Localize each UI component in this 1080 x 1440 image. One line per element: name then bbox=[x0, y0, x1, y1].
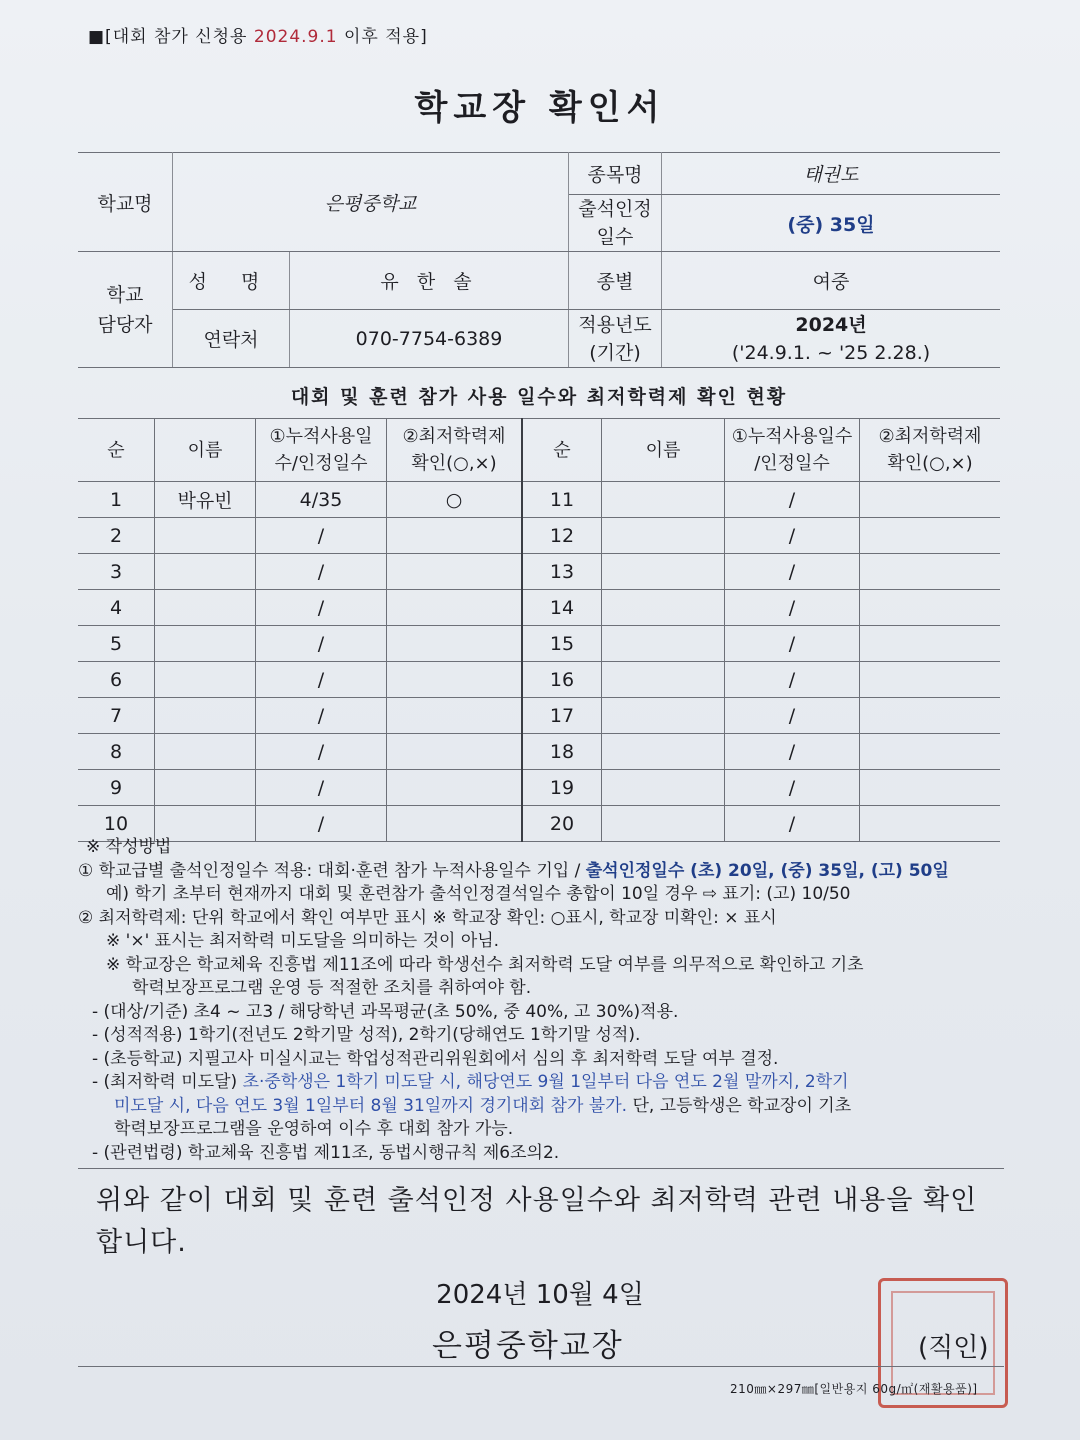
table-row bbox=[78, 590, 1000, 626]
row-days-left: / bbox=[256, 554, 387, 590]
row-name-right bbox=[602, 698, 725, 734]
row-no-left: 5 bbox=[78, 626, 155, 662]
row-name-right bbox=[602, 626, 725, 662]
row-name-right bbox=[602, 554, 725, 590]
row-no-left: 9 bbox=[78, 770, 155, 806]
guide-line: 예) 학기 초부터 현재까지 대회 및 훈련참가 출석인정결석일수 총합이 10일 경우 ⇨ 표기: (고) 10/50 bbox=[106, 884, 851, 904]
category-label: 종별 bbox=[569, 252, 662, 310]
row-no-right: 17 bbox=[522, 698, 602, 734]
row-days-left: / bbox=[256, 662, 387, 698]
staff-name-value: 유 한 솔 bbox=[290, 252, 569, 310]
guide-heading: ※ 작성방법 bbox=[86, 837, 172, 857]
row-name-left bbox=[155, 554, 256, 590]
col-check-right: ②최저학력제 확인(○,×) bbox=[860, 419, 1001, 482]
sport-value: 태권도 bbox=[662, 153, 1001, 195]
row-check-right bbox=[860, 770, 1001, 806]
row-no-left: 1 bbox=[78, 482, 155, 518]
row-check-right bbox=[860, 698, 1001, 734]
row-days-right: / bbox=[725, 698, 860, 734]
row-check-left bbox=[387, 518, 523, 554]
row-name-left bbox=[155, 698, 256, 734]
row-days-left: / bbox=[256, 770, 387, 806]
guide-line: 미도달 시, 다음 연도 3월 1일부터 8월 31일까지 경기대회 참가 불가. 단, 고등학생은 학교장이 기초 bbox=[114, 1095, 852, 1116]
row-check-left bbox=[387, 770, 523, 806]
guide-line: ② 최저학력제: 단위 학교에서 확인 여부만 표시 ※ 학교장 확인: ○표시, 학교장 미확인: × 표시 bbox=[78, 907, 777, 928]
row-no-left: 6 bbox=[78, 662, 155, 698]
row-name-right bbox=[602, 590, 725, 626]
row-no-right: 18 bbox=[522, 734, 602, 770]
row-no-right: 14 bbox=[522, 590, 602, 626]
row-name-left bbox=[155, 770, 256, 806]
col-name-left: 이름 bbox=[155, 419, 256, 482]
row-check-right bbox=[860, 590, 1001, 626]
contact-label: 연락처 bbox=[173, 310, 290, 368]
col-check-left: ②최저학력제 확인(○,×) bbox=[387, 419, 523, 482]
row-days-right: / bbox=[725, 590, 860, 626]
row-check-right bbox=[860, 518, 1001, 554]
row-no-left: 3 bbox=[78, 554, 155, 590]
col-name-right: 이름 bbox=[602, 419, 725, 482]
guide-line: ※ '×' 표시는 최저학력 미도달을 의미하는 것이 아님. bbox=[106, 931, 500, 951]
row-no-right: 20 bbox=[522, 806, 602, 842]
row-no-right: 19 bbox=[522, 770, 602, 806]
row-days-left: 4/35 bbox=[256, 482, 387, 518]
period-value: 2024년 ('24.9.1. ~ '25 2.28.) bbox=[662, 310, 1001, 368]
table-row bbox=[78, 662, 1000, 698]
row-days-left: / bbox=[256, 734, 387, 770]
school-label: 학교명 bbox=[78, 153, 173, 252]
row-check-left bbox=[387, 698, 523, 734]
row-name-left bbox=[155, 518, 256, 554]
row-check-right bbox=[860, 626, 1001, 662]
row-days-right: / bbox=[725, 806, 860, 842]
application-note: ■[대회 참가 신청용 2024.9.1 이후 적용] bbox=[88, 27, 428, 47]
row-check-left bbox=[387, 626, 523, 662]
row-days-right: / bbox=[725, 518, 860, 554]
divider bbox=[78, 1366, 1004, 1367]
row-check-right bbox=[860, 662, 1001, 698]
guide-line: - (성적적용) 1학기(전년도 2학기말 성적), 2학기(당해연도 1학기말 성적). bbox=[92, 1025, 641, 1045]
col-no-right: 순 bbox=[522, 419, 602, 482]
staff-label: 학교 담당자 bbox=[78, 252, 173, 368]
effective-date: 2024.9.1 bbox=[253, 27, 338, 47]
table-row bbox=[78, 518, 1000, 554]
school-value: 은평중학교 bbox=[173, 153, 569, 252]
row-days-left: / bbox=[256, 590, 387, 626]
row-days-left: / bbox=[256, 626, 387, 662]
guide-line: - (대상/기준) 초4 ~ 고3 / 해당학년 과목평균(초 50%, 중 40%, 고 30%)적용. bbox=[92, 1001, 679, 1022]
row-check-left: ○ bbox=[387, 482, 523, 518]
roster-subtitle: 대회 및 훈련 참가 사용 일수와 최저학력제 확인 현황 bbox=[290, 386, 788, 408]
row-name-right bbox=[602, 662, 725, 698]
table-row bbox=[78, 770, 1000, 806]
row-name-right bbox=[602, 482, 725, 518]
row-days-left: / bbox=[256, 698, 387, 734]
guide-line: ① 학교급별 출석인정일수 적용: 대회·훈련 참가 누적사용일수 기입 / 출석인정일수 (초) 20일, (중) 35일, (고) 50일 bbox=[78, 860, 949, 881]
guide-line: - (관련법령) 학교체육 진흥법 제11조, 동법시행규칙 제6조의2. bbox=[92, 1142, 560, 1163]
row-no-left: 2 bbox=[78, 518, 155, 554]
row-no-left: 10 bbox=[78, 806, 155, 842]
guide-line: ※ 학교장은 학교체육 진흥법 제11조에 따라 학생선수 최저학력 도달 여부를 의무적으로 확인하고 기초 bbox=[106, 954, 864, 975]
row-no-left: 8 bbox=[78, 734, 155, 770]
row-name-left bbox=[155, 734, 256, 770]
roster-header-row bbox=[78, 419, 1000, 482]
row-days-right: / bbox=[725, 554, 860, 590]
col-days-right: ①누적사용일수 /인정일수 bbox=[725, 419, 860, 482]
row-check-right bbox=[860, 482, 1001, 518]
row-no-right: 11 bbox=[522, 482, 602, 518]
row-name-left bbox=[155, 626, 256, 662]
table-row bbox=[78, 734, 1000, 770]
guide-line: - (최저학력 미도달) 초·중학생은 1학기 미도달 시, 해당연도 9월 1일부터 다음 연도 2월 말까지, 2학기 bbox=[92, 1072, 849, 1092]
row-name-right bbox=[602, 770, 725, 806]
period-label: 적용년도 (기간) bbox=[569, 310, 662, 368]
col-days-left: ①누적사용일 수/인정일수 bbox=[256, 419, 387, 482]
row-no-right: 12 bbox=[522, 518, 602, 554]
row-days-right: / bbox=[725, 626, 860, 662]
table-row bbox=[78, 482, 1000, 518]
row-days-right: / bbox=[725, 662, 860, 698]
page-title: 학교장 확인서 bbox=[414, 88, 666, 128]
row-no-right: 16 bbox=[522, 662, 602, 698]
row-name-left bbox=[155, 662, 256, 698]
row-no-right: 15 bbox=[522, 626, 602, 662]
row-check-left bbox=[387, 590, 523, 626]
row-days-left: / bbox=[256, 518, 387, 554]
row-no-left: 4 bbox=[78, 590, 155, 626]
row-days-left: / bbox=[256, 806, 387, 842]
row-days-right: / bbox=[725, 770, 860, 806]
name-label: 성 명 bbox=[173, 252, 290, 310]
writing-guide bbox=[78, 836, 1008, 1165]
school-info-table bbox=[78, 152, 1000, 368]
attendance-days-value: (중) 35일 bbox=[662, 195, 1001, 252]
guide-line: 학력보장프로그램을 운영하여 이수 후 대회 참가 가능. bbox=[114, 1119, 514, 1139]
row-check-right bbox=[860, 734, 1001, 770]
row-check-left bbox=[387, 662, 523, 698]
category-value: 여중 bbox=[662, 252, 1001, 310]
row-name-left: 박유빈 bbox=[155, 482, 256, 518]
row-check-right bbox=[860, 554, 1001, 590]
contact-value: 070-7754-6389 bbox=[290, 310, 569, 368]
row-name-right bbox=[602, 518, 725, 554]
row-days-right: / bbox=[725, 482, 860, 518]
attendance-days-label: 출석인정 일수 bbox=[569, 195, 662, 252]
roster-table bbox=[78, 418, 1000, 842]
row-check-left bbox=[387, 734, 523, 770]
row-check-left bbox=[387, 554, 523, 590]
divider bbox=[78, 1168, 1004, 1169]
row-no-left: 7 bbox=[78, 698, 155, 734]
row-name-right bbox=[602, 734, 725, 770]
table-row bbox=[78, 626, 1000, 662]
confirmation-statement: 위와 같이 대회 및 훈련 출석인정 사용일수와 최저학력 관련 내용을 확인합니다. bbox=[96, 1185, 978, 1258]
issue-date: 2024년 10월 4일 bbox=[436, 1280, 644, 1310]
table-row bbox=[78, 698, 1000, 734]
sport-label: 종목명 bbox=[569, 153, 662, 195]
guide-line: - (초등학교) 지필고사 미실시교는 학업성적관리위원회에서 심의 후 최저학력 도달 여부 결정. bbox=[92, 1048, 779, 1069]
col-no-left: 순 bbox=[78, 419, 155, 482]
row-days-right: / bbox=[725, 734, 860, 770]
guide-line: 학력보장프로그램 운영 등 적절한 조치를 취하여야 함. bbox=[132, 978, 532, 998]
principal-title: 은평중학교장 bbox=[432, 1328, 624, 1364]
row-no-right: 13 bbox=[522, 554, 602, 590]
row-name-left bbox=[155, 590, 256, 626]
seal-label: (직인) bbox=[918, 1333, 989, 1363]
paper-spec-footer: 210㎜×297㎜[일반용지 60g/㎡(재활용품)] bbox=[730, 1382, 978, 1396]
table-row bbox=[78, 554, 1000, 590]
